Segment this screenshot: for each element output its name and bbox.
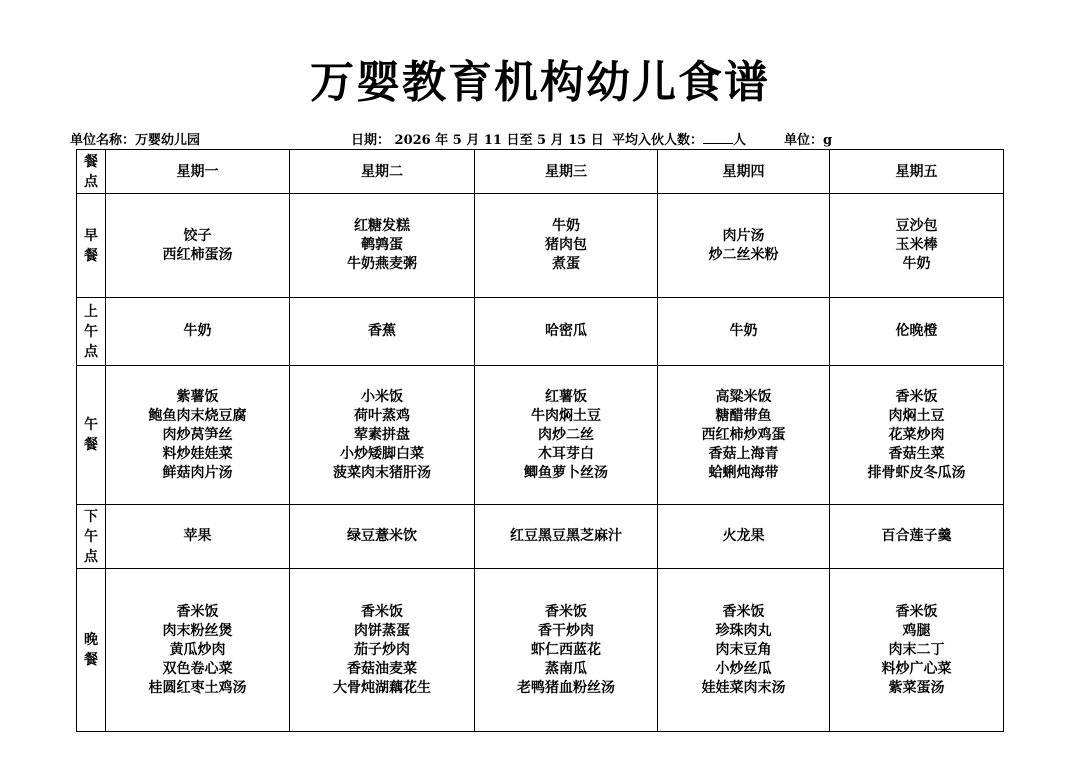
dish-item: 蛤蜊炖海带 [708, 464, 779, 481]
dish-item: 牛奶 [183, 323, 212, 339]
date-range: 日期： 2026 年 5 月 11 日至 5 月 15 日 [351, 133, 604, 148]
dish-item: 荷叶蒸鸡 [354, 407, 410, 424]
dish-item: 香米饭 [361, 603, 403, 620]
dish-item: 紫薯饭 [176, 388, 219, 405]
dish-item: 红糖发糕 [354, 218, 410, 234]
day-header: 星期三 [475, 150, 658, 194]
menu-cell [290, 505, 475, 569]
meal-label-char: 午 [84, 323, 98, 340]
dish-item: 小炒矮脚白菜 [340, 445, 424, 462]
header-row [77, 150, 1004, 194]
dish-item: 桂圆红枣土鸡汤 [148, 679, 247, 696]
day-header: 星期四 [658, 150, 830, 194]
dish-item: 香菇生菜 [888, 445, 945, 462]
menu-table [76, 149, 1004, 732]
dish-item: 小炒丝瓜 [715, 660, 772, 677]
dish-item: 香米饭 [545, 603, 587, 620]
meal-label-char: 餐 [84, 153, 98, 170]
dish-item: 豆沙包 [895, 218, 938, 234]
dish-item: 哈密瓜 [545, 323, 587, 339]
meal-row [77, 366, 1004, 505]
dish-item: 煮蛋 [552, 256, 580, 272]
dish-item: 鸡腿 [902, 622, 931, 639]
dish-item: 红豆黑豆黑芝麻汁 [510, 528, 622, 544]
meal-label [77, 505, 106, 569]
menu-cell [658, 505, 830, 569]
dish-item: 肉片汤 [722, 227, 765, 244]
day-header: 星期五 [830, 150, 1004, 194]
dish-item: 菠菜肉末猪肝汤 [333, 464, 431, 481]
meal-label [77, 150, 106, 194]
dish-item: 料炒广心菜 [881, 660, 952, 677]
menu-cell [830, 194, 1004, 298]
dish-item: 鲫鱼萝卜丝汤 [524, 464, 608, 481]
dish-item: 香米饭 [176, 603, 219, 620]
dish-item: 珍珠肉丸 [715, 622, 772, 639]
dish-item: 红薯饭 [545, 388, 587, 405]
dish-item: 蒸南瓜 [545, 660, 587, 677]
menu-cell [290, 298, 475, 366]
dish-item: 黄瓜炒肉 [169, 641, 226, 658]
dish-item: 木耳芽白 [538, 445, 594, 462]
meal-label [77, 569, 106, 732]
dish-item: 茄子炒肉 [354, 641, 410, 658]
meal-label-char: 点 [84, 173, 98, 190]
average-attendance [612, 129, 746, 148]
meal-row [77, 569, 1004, 732]
dish-item: 双色卷心菜 [162, 660, 233, 677]
menu-body [77, 150, 1004, 732]
dish-item: 西红柿蛋汤 [162, 246, 233, 263]
dish-item: 香米饭 [895, 603, 938, 620]
page-title: 万婴教育机构幼儿食谱 [310, 57, 770, 108]
dish-item: 排骨虾皮冬瓜汤 [867, 464, 966, 481]
menu-cell [830, 569, 1004, 732]
dish-item: 猪肉包 [545, 237, 587, 253]
meal-label-char: 点 [84, 548, 98, 565]
menu-cell [106, 569, 290, 732]
menu-cell [475, 194, 658, 298]
dish-item: 绿豆薏米饮 [347, 528, 417, 544]
dish-item: 肉末二丁 [888, 641, 945, 658]
menu-cell [830, 505, 1004, 569]
menu-cell [658, 366, 830, 505]
menu-cell [658, 298, 830, 366]
dish-item: 牛奶燕麦粥 [347, 256, 417, 272]
dish-item: 鲍鱼肉末烧豆腐 [148, 407, 247, 424]
dish-item: 花菜炒肉 [888, 426, 945, 443]
meal-label-char: 早 [84, 227, 98, 244]
day-header: 星期二 [290, 150, 475, 194]
meal-row [77, 505, 1004, 569]
meal-row [77, 298, 1004, 366]
day-header: 星期一 [106, 150, 290, 194]
menu-cell [290, 366, 475, 505]
dish-item: 鲜菇肉片汤 [162, 464, 233, 481]
menu-cell [475, 505, 658, 569]
unit-name: 单位名称：万婴幼儿园 [70, 133, 201, 148]
dish-item: 牛奶 [729, 323, 758, 339]
meal-label-char: 餐 [84, 652, 98, 668]
meal-label [77, 194, 106, 298]
dish-item: 香米饭 [895, 388, 938, 405]
dish-item: 肉末粉丝煲 [162, 622, 233, 639]
dish-item: 肉饼蒸蛋 [354, 622, 410, 639]
dish-item: 伦晚橙 [895, 323, 938, 339]
menu-cell [830, 366, 1004, 505]
meal-label-char: 下 [84, 508, 98, 525]
dish-item: 鹌鹑蛋 [361, 237, 403, 253]
menu-cell [475, 298, 658, 366]
dish-item: 肉炒莴笋丝 [162, 426, 233, 443]
menu-cell [475, 569, 658, 732]
dish-item: 牛奶 [552, 218, 580, 234]
dish-item: 玉米棒 [895, 237, 938, 253]
meal-label-char: 午 [84, 528, 98, 545]
dish-item: 火龙果 [722, 528, 765, 544]
dish-item: 肉焖土豆 [888, 407, 945, 424]
dish-item: 高粱米饭 [715, 388, 772, 405]
dish-item: 娃娃菜肉末汤 [701, 679, 786, 696]
meal-label [77, 366, 106, 505]
dish-item: 紫菜蛋汤 [888, 679, 945, 696]
dish-item: 虾仁西蓝花 [531, 641, 601, 658]
dish-item: 苹果 [183, 528, 212, 544]
dish-item: 肉炒二丝 [538, 426, 594, 443]
dish-item: 炒二丝米粉 [708, 246, 779, 263]
menu-cell [106, 366, 290, 505]
meal-label-char: 餐 [84, 247, 98, 264]
meal-label-char: 上 [84, 303, 98, 320]
dish-item: 香干炒肉 [538, 622, 594, 639]
dish-item: 百合莲子羹 [881, 528, 952, 544]
menu-cell [290, 569, 475, 732]
dish-item: 肉末豆角 [715, 641, 772, 658]
menu-cell [830, 298, 1004, 366]
menu-cell [475, 366, 658, 505]
average-attendance-suffix: 人 [733, 133, 747, 148]
dish-item: 牛肉焖土豆 [531, 407, 601, 424]
dish-item: 香菇上海青 [708, 445, 779, 462]
meal-row [77, 194, 1004, 298]
meal-label-char: 点 [84, 343, 98, 360]
dish-item: 糖醋带鱼 [715, 407, 772, 424]
menu-cell [658, 194, 830, 298]
dish-item: 牛奶 [902, 256, 931, 272]
dish-item: 小米饭 [361, 388, 403, 405]
meal-label-char: 餐 [84, 437, 98, 453]
dish-item: 西红柿炒鸡蛋 [701, 426, 786, 443]
menu-cell [290, 194, 475, 298]
menu-cell [658, 569, 830, 732]
menu-cell [106, 298, 290, 366]
dish-item: 大骨炖湖藕花生 [333, 679, 431, 696]
meal-label [77, 298, 106, 366]
unit-measure: 单位：g [784, 133, 833, 148]
dish-item: 香蕉 [368, 323, 396, 339]
average-attendance-label: 平均入伙人数： [612, 133, 704, 148]
menu-cell [106, 505, 290, 569]
menu-cell [106, 194, 290, 298]
dish-item: 荤素拼盘 [354, 426, 410, 443]
meal-label-char: 午 [84, 417, 98, 433]
dish-item: 老鸭猪血粉丝汤 [517, 679, 615, 696]
dish-item: 香菇油麦菜 [347, 660, 417, 677]
dish-item: 料炒娃娃菜 [162, 445, 233, 462]
meal-label-char: 晚 [84, 632, 98, 648]
attendance-blank [703, 131, 733, 144]
dish-item: 饺子 [183, 227, 212, 244]
dish-item: 香米饭 [722, 603, 765, 620]
